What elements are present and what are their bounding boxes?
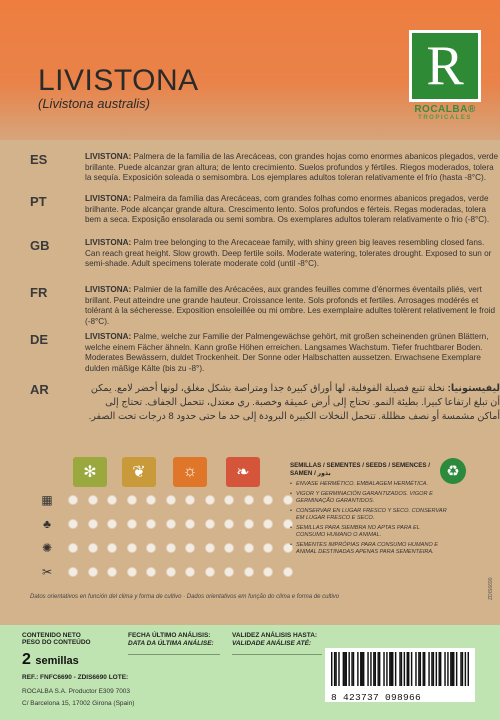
plant-name: LIVISTONA: (85, 285, 132, 294)
barcode-bar (346, 652, 347, 686)
contenido-label (22, 632, 91, 646)
calendar-dot (127, 495, 137, 505)
description-body: نخلة تتبع فصيلة الفوفلية، لها أوراق كبيرة جدا ومتراصة بشكل مغلق، لونها أخضر لامع. يمكن أن تبلغ ارتفاعا كبيرا. بطيئة النمو. تحتاج إلى أرض عميقة وخصبة. ري معتدل، تتحمل الجفاف. تحتاج إلى أماكن مشمسة أو نصف مظللة. تتحمل النخلات الكبيرة البرودة إلى حد ما حتى حدود 8 درجات تحت الصفر. (88, 383, 500, 422)
validity-label (232, 632, 317, 647)
barcode-bar (334, 652, 335, 686)
pot-icon: ♣ (43, 517, 51, 531)
barcode-bar (348, 652, 349, 686)
barcode-bar (335, 652, 336, 686)
calendar-dot (88, 567, 98, 577)
description-body: Palmier de la famille des Arécacées, aux grandes feuilles comme d'énormes éventails pliés, vert brillant. Peut atteindre une grande hauteur. Croissance lente. Sols profonds et fertiles. Arrosages modérés et tolérant à la sécheresse. Exposition ensoleillée ou mi ombre. Les exemplaire adultes tolèrent relativement le froid (-8°C). (85, 285, 496, 326)
barcode-bar (353, 652, 354, 686)
analysis-date-label (128, 632, 214, 647)
validity-underline (232, 654, 322, 655)
lang-text (85, 238, 500, 270)
brand-tagline: TROPICALES (418, 115, 472, 121)
barcode-bar (363, 652, 364, 686)
barcode-bar (351, 652, 352, 686)
page-title: LIVISTONA (38, 64, 199, 97)
barcode-bar (377, 652, 378, 686)
lang-code: ES (30, 152, 48, 167)
calendar-dot (68, 567, 78, 577)
barcode-bar (436, 652, 437, 686)
description-body: Palme, welche zur Familie der Palmengewächse gehört, mit großen scheinenden grünen Blättern, welche einem Fächer ähneln. Kann große Höhen erreichen. Langsames Wachstum. Tiefer fruchtbarer Boden. Moderates Bewässern, duldet Trockenheit. Der Sonne oder Halbschatten aussetzen. Erwachsene Exemplare dulden mäßige Kälte (bis zu -8°). (85, 332, 489, 373)
info-heading: SEMILLAS / SEMENTES / SEEDS / SEMENCES / SAMEN / بذور (290, 462, 430, 477)
calendar-dot (166, 567, 176, 577)
plant-name: LIVISTONA: (85, 152, 132, 161)
barcode-bar (452, 652, 453, 686)
seed-icon: ❦ (122, 457, 156, 487)
barcode-bar (395, 652, 396, 686)
barcode-bar (401, 652, 402, 686)
plant-name: LIVISTONA: (85, 238, 132, 247)
producer-info: ROCALBA S.A. Productor E309 7003 (22, 688, 131, 695)
calendar-dot (127, 567, 137, 577)
info-item: • ENVASE HERMÉTICO. EMBALAGEM HERMÉTICA. (290, 481, 450, 488)
validez-label: VALIDEZ ANÁLISIS HASTA: (232, 632, 318, 639)
calendar-dot (88, 519, 98, 529)
peso-conteudo-label: PESO DO CONTEÚDO (22, 639, 91, 646)
barcode-bar (423, 652, 424, 686)
calendar-dot (224, 519, 234, 529)
barcode-bar (438, 652, 439, 686)
calendar-dot (88, 543, 98, 553)
barcode-bar (447, 652, 448, 686)
calendar-dot (185, 495, 195, 505)
brand-name (405, 104, 485, 115)
lang-text (85, 332, 500, 374)
barcode-bar (450, 652, 451, 686)
calendar-dot (107, 519, 117, 529)
barcode (325, 648, 475, 702)
lang-text (85, 382, 500, 424)
barcode-bar (357, 652, 358, 686)
calendar-dot (205, 495, 215, 505)
barcode-bar (444, 652, 445, 686)
harvest-icon: ✂ (41, 565, 53, 579)
calendar-dot (146, 519, 156, 529)
calendar-dot (185, 567, 195, 577)
barcode-bar (468, 652, 469, 686)
calendar-dot (263, 543, 273, 553)
seed-count (22, 651, 79, 669)
calendar-dot (166, 495, 176, 505)
contenido-neto-label: CONTENIDO NETO (22, 632, 81, 639)
seed-count-number: 2 (22, 651, 31, 668)
description-body: Palm tree belonging to the Arecaceae family, with shiny green big leaves resembling closed fans. Can reach great height. Slow growth. Deep fertile soils. Moderate watering, tolerates drought. Exposed to sun or semi-shade. Adult specimens tolerate moderate cold (until -8°C). (85, 238, 492, 269)
barcode-bar (462, 652, 463, 686)
fecha-label: FECHA ÚLTIMO ANÁLISIS: (128, 632, 211, 639)
info-item: • SEMENTES IMPRÓPIAS PARA CONSUMO HUMANO E ANIMAL DESTINADAS APENAS PARA SEMENTEIRA. (290, 542, 450, 556)
seed-count-unit: semillas (35, 655, 79, 667)
info-item: • CONSERVAR EN LUGAR FRESCO Y SECO. CONSERVAR EM LUGAR FRESCO E SECO. (290, 508, 450, 522)
calendar-dot (224, 495, 234, 505)
barcode-bars (331, 652, 469, 686)
rocalba-logo (405, 30, 485, 126)
plant-name: LIVISTONA: (85, 332, 132, 341)
calendar-dot (244, 543, 254, 553)
barcode-bar (343, 652, 344, 686)
info-item: • SEMILLAS PARA SIEMBRA NO APTAS PARA EL CONSUMO HUMANO O ANIMAL. (290, 525, 450, 539)
reference-code: REF.: FNFC6690 - ZDIS6690 LOTE: (22, 674, 129, 681)
description-body: Palmera de la familia de las Arecáceas, con grandes hojas como enormes abanicos plegados, verde brillante. Puede alcanzar gran altura; de lento crecimiento. Suelos profundos y fértiles. Riegos moderados, tolera la sequía. Exposición soleada o semisombra. Los ejemplares adultos toleran relativamente el frío (hasta -8°C). (85, 152, 499, 183)
barcode-bar (407, 652, 408, 686)
barcode-bar (460, 652, 461, 686)
logo-letter: R (426, 35, 464, 97)
calendar-dot (244, 519, 254, 529)
lang-text (85, 152, 500, 184)
barcode-bar (375, 652, 376, 686)
side-code: ZDIS6690 (488, 577, 494, 600)
barcode-bar (360, 652, 361, 686)
logo-box (409, 30, 481, 102)
barcode-bar (404, 652, 405, 686)
recycle-icon: ♻ (440, 458, 466, 484)
calendar-dot (146, 495, 156, 505)
barcode-bar (453, 652, 454, 686)
calendar-dot (263, 567, 273, 577)
barcode-number: 8 423737 098966 (331, 692, 422, 703)
barcode-bar (408, 652, 409, 686)
calendar-dot (263, 519, 273, 529)
barcode-bar (433, 652, 434, 686)
lang-text (85, 194, 500, 226)
barcode-bar (465, 652, 466, 686)
data-label: DATA DA ÚLTIMA ANÁLISE: (128, 639, 214, 647)
barcode-bar (362, 652, 363, 686)
brand-name-text: ROCALBA (414, 104, 468, 115)
barcode-bar (391, 652, 392, 686)
scientific-name: (Livistona australis) (38, 96, 150, 111)
calendar-dot (244, 567, 254, 577)
calendar-dot (166, 519, 176, 529)
sowing-tray-icon: ▦ (41, 493, 53, 507)
barcode-bar (331, 652, 332, 686)
lang-code: FR (30, 285, 48, 300)
lang-code: DE (30, 332, 49, 347)
barcode-bar (392, 652, 393, 686)
calendar-dot (88, 495, 98, 505)
barcode-bar (367, 652, 368, 686)
plant-name: ليفيستونيا: (447, 383, 500, 394)
sun-row-icon: ✺ (41, 541, 53, 555)
info-item: • VIGOR Y GERMINACIÓN GARANTIZADOS. VIGOR E GERMINAÇÃO GARANTIDOS. (290, 491, 450, 505)
barcode-bar (456, 652, 457, 686)
calendar-dot (205, 543, 215, 553)
calendar-dot (205, 567, 215, 577)
calendar-dot (185, 519, 195, 529)
barcode-bar (379, 652, 380, 686)
calendar-dot (68, 495, 78, 505)
producer-address: C/ Barcelona 15, 17002 Girona (Spain) (22, 700, 135, 707)
lang-code: AR (30, 382, 49, 397)
barcode-bar (418, 652, 419, 686)
lang-code: GB (30, 238, 50, 253)
seed-info-column (290, 462, 450, 556)
barcode-bar (383, 652, 384, 686)
barcode-bar (338, 652, 339, 686)
barcode-bar (399, 652, 400, 686)
barcode-bar (411, 652, 412, 686)
registered-mark: ® (467, 104, 476, 115)
calendar-dot (68, 543, 78, 553)
barcode-bar (386, 652, 387, 686)
calendar-dot (146, 567, 156, 577)
calendar-dot (146, 543, 156, 553)
calendar-dot (68, 519, 78, 529)
calendar-dot (185, 543, 195, 553)
barcode-bar (389, 652, 390, 686)
calendar-dot (166, 543, 176, 553)
calendar-dot (107, 567, 117, 577)
calendar-dot (224, 543, 234, 553)
barcode-bar (424, 652, 425, 686)
plant-name: LIVISTONA: (85, 194, 132, 203)
validade-label: VALIDADE ANÁLISE ATÉ: (232, 639, 312, 647)
barcode-bar (344, 652, 345, 686)
calendar-dot (224, 567, 234, 577)
calendar-dot (244, 495, 254, 505)
calendar-dot (107, 543, 117, 553)
barcode-bar (428, 652, 429, 686)
barcode-bar (431, 652, 432, 686)
barcode-bar (373, 652, 374, 686)
barcode-bar (415, 652, 416, 686)
footnote: Datos orientativos en función del clima y forma de cultivo · Dados orientativos em função do clima e forma de cultivo (30, 594, 340, 600)
barcode-bar (440, 652, 441, 686)
calendar-dot (127, 519, 137, 529)
date-underline (128, 654, 220, 655)
calendar-dot (205, 519, 215, 529)
lang-text (85, 285, 500, 327)
description-body: Palmeira da família das Arecáceas, com grandes folhas como enormes abanicos pregados, verde brilhante. Pode alcançar grande altura. Crescimento lento. Solos profundos e férteis. Regas moderadas, tolera bem a seca. Exposição ensolarada ou semi sombra. Os exemplares adultos toleram relativamente o frio (-8°C). (85, 194, 490, 225)
leaf-icon: ❧ (226, 457, 260, 487)
calendar-dot (127, 543, 137, 553)
lang-code: PT (30, 194, 47, 209)
barcode-bar (370, 652, 371, 686)
sun-icon: ☼ (173, 457, 207, 487)
calendar-dot (107, 495, 117, 505)
calendar-dot (263, 495, 273, 505)
barcode-bar (420, 652, 421, 686)
calendar-dot (283, 567, 293, 577)
snowflake-icon: ✻ (73, 457, 107, 487)
